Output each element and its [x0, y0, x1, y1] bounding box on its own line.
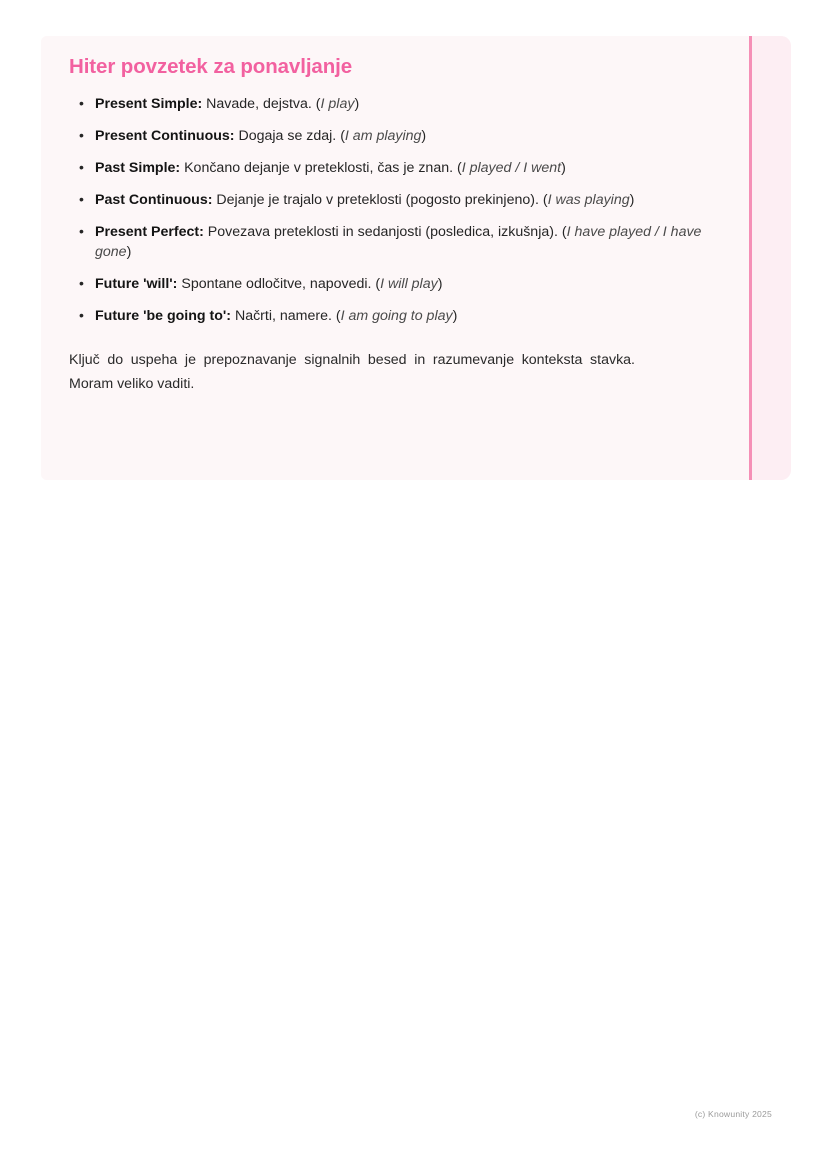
tense-label: Present Perfect: — [95, 224, 204, 241]
tense-label: Past Continuous: — [95, 192, 213, 209]
page-title: Hiter povzetek za ponavljanje — [69, 55, 353, 78]
list-item — [95, 307, 721, 326]
tense-description: Končano dejanje v preteklosti, čas je znan. ( — [180, 159, 462, 176]
tense-label: Future 'be going to': — [95, 307, 231, 324]
tense-paren-close: ) — [452, 307, 458, 324]
tense-paren-close: ) — [561, 159, 566, 176]
summary-card-content — [41, 36, 749, 480]
summary-card — [41, 36, 791, 480]
closing-paragraph: Ključ do uspeha je prepoznavanje signalnih besed in razumevanje konteksta stavka. Moram veliko vaditi. — [69, 352, 635, 393]
list-item — [95, 159, 721, 178]
tense-example: I am playing — [344, 127, 422, 144]
tense-description: Povezava preteklosti in sedanjosti (posledica, izkušnja). ( — [203, 224, 567, 241]
tense-description: Načrti, namere. ( — [231, 307, 341, 324]
tense-paren-close: ) — [421, 127, 427, 144]
tense-paren-close: ) — [629, 192, 635, 209]
tense-example: I will play — [380, 275, 438, 292]
tense-summary-list — [69, 95, 721, 326]
tense-example: I am going to play — [340, 307, 453, 324]
tense-description: Dejanje je trajalo v preteklosti (pogosto prekinjeno). ( — [212, 192, 548, 209]
tense-example: I have played / I have gone — [95, 224, 702, 260]
footer-copyright: (c) Knowunity 2025 — [694, 1109, 772, 1119]
tense-paren-close: ) — [354, 95, 360, 112]
tense-label: Present Continuous: — [95, 127, 235, 144]
list-item — [95, 191, 721, 210]
tense-example: I played / I went — [461, 159, 562, 176]
tense-label: Future 'will': — [95, 275, 178, 292]
card-accent-line — [749, 36, 752, 480]
list-item — [95, 127, 721, 146]
tense-example: I play — [320, 95, 355, 112]
tense-example: I was playing — [547, 192, 630, 209]
tense-label: Present Simple: — [95, 95, 203, 112]
tense-description: Navade, dejstva. ( — [202, 95, 321, 112]
tense-description: Dogaja se zdaj. ( — [234, 127, 345, 144]
tense-paren-close: ) — [437, 275, 443, 292]
list-item — [95, 275, 721, 294]
list-item — [95, 223, 721, 261]
tense-description: Spontane odločitve, napovedi. ( — [177, 275, 381, 292]
tense-paren-close: ) — [126, 243, 132, 260]
list-item — [95, 95, 721, 114]
tense-label: Past Simple: — [95, 159, 181, 176]
card-side-strip — [749, 36, 791, 480]
